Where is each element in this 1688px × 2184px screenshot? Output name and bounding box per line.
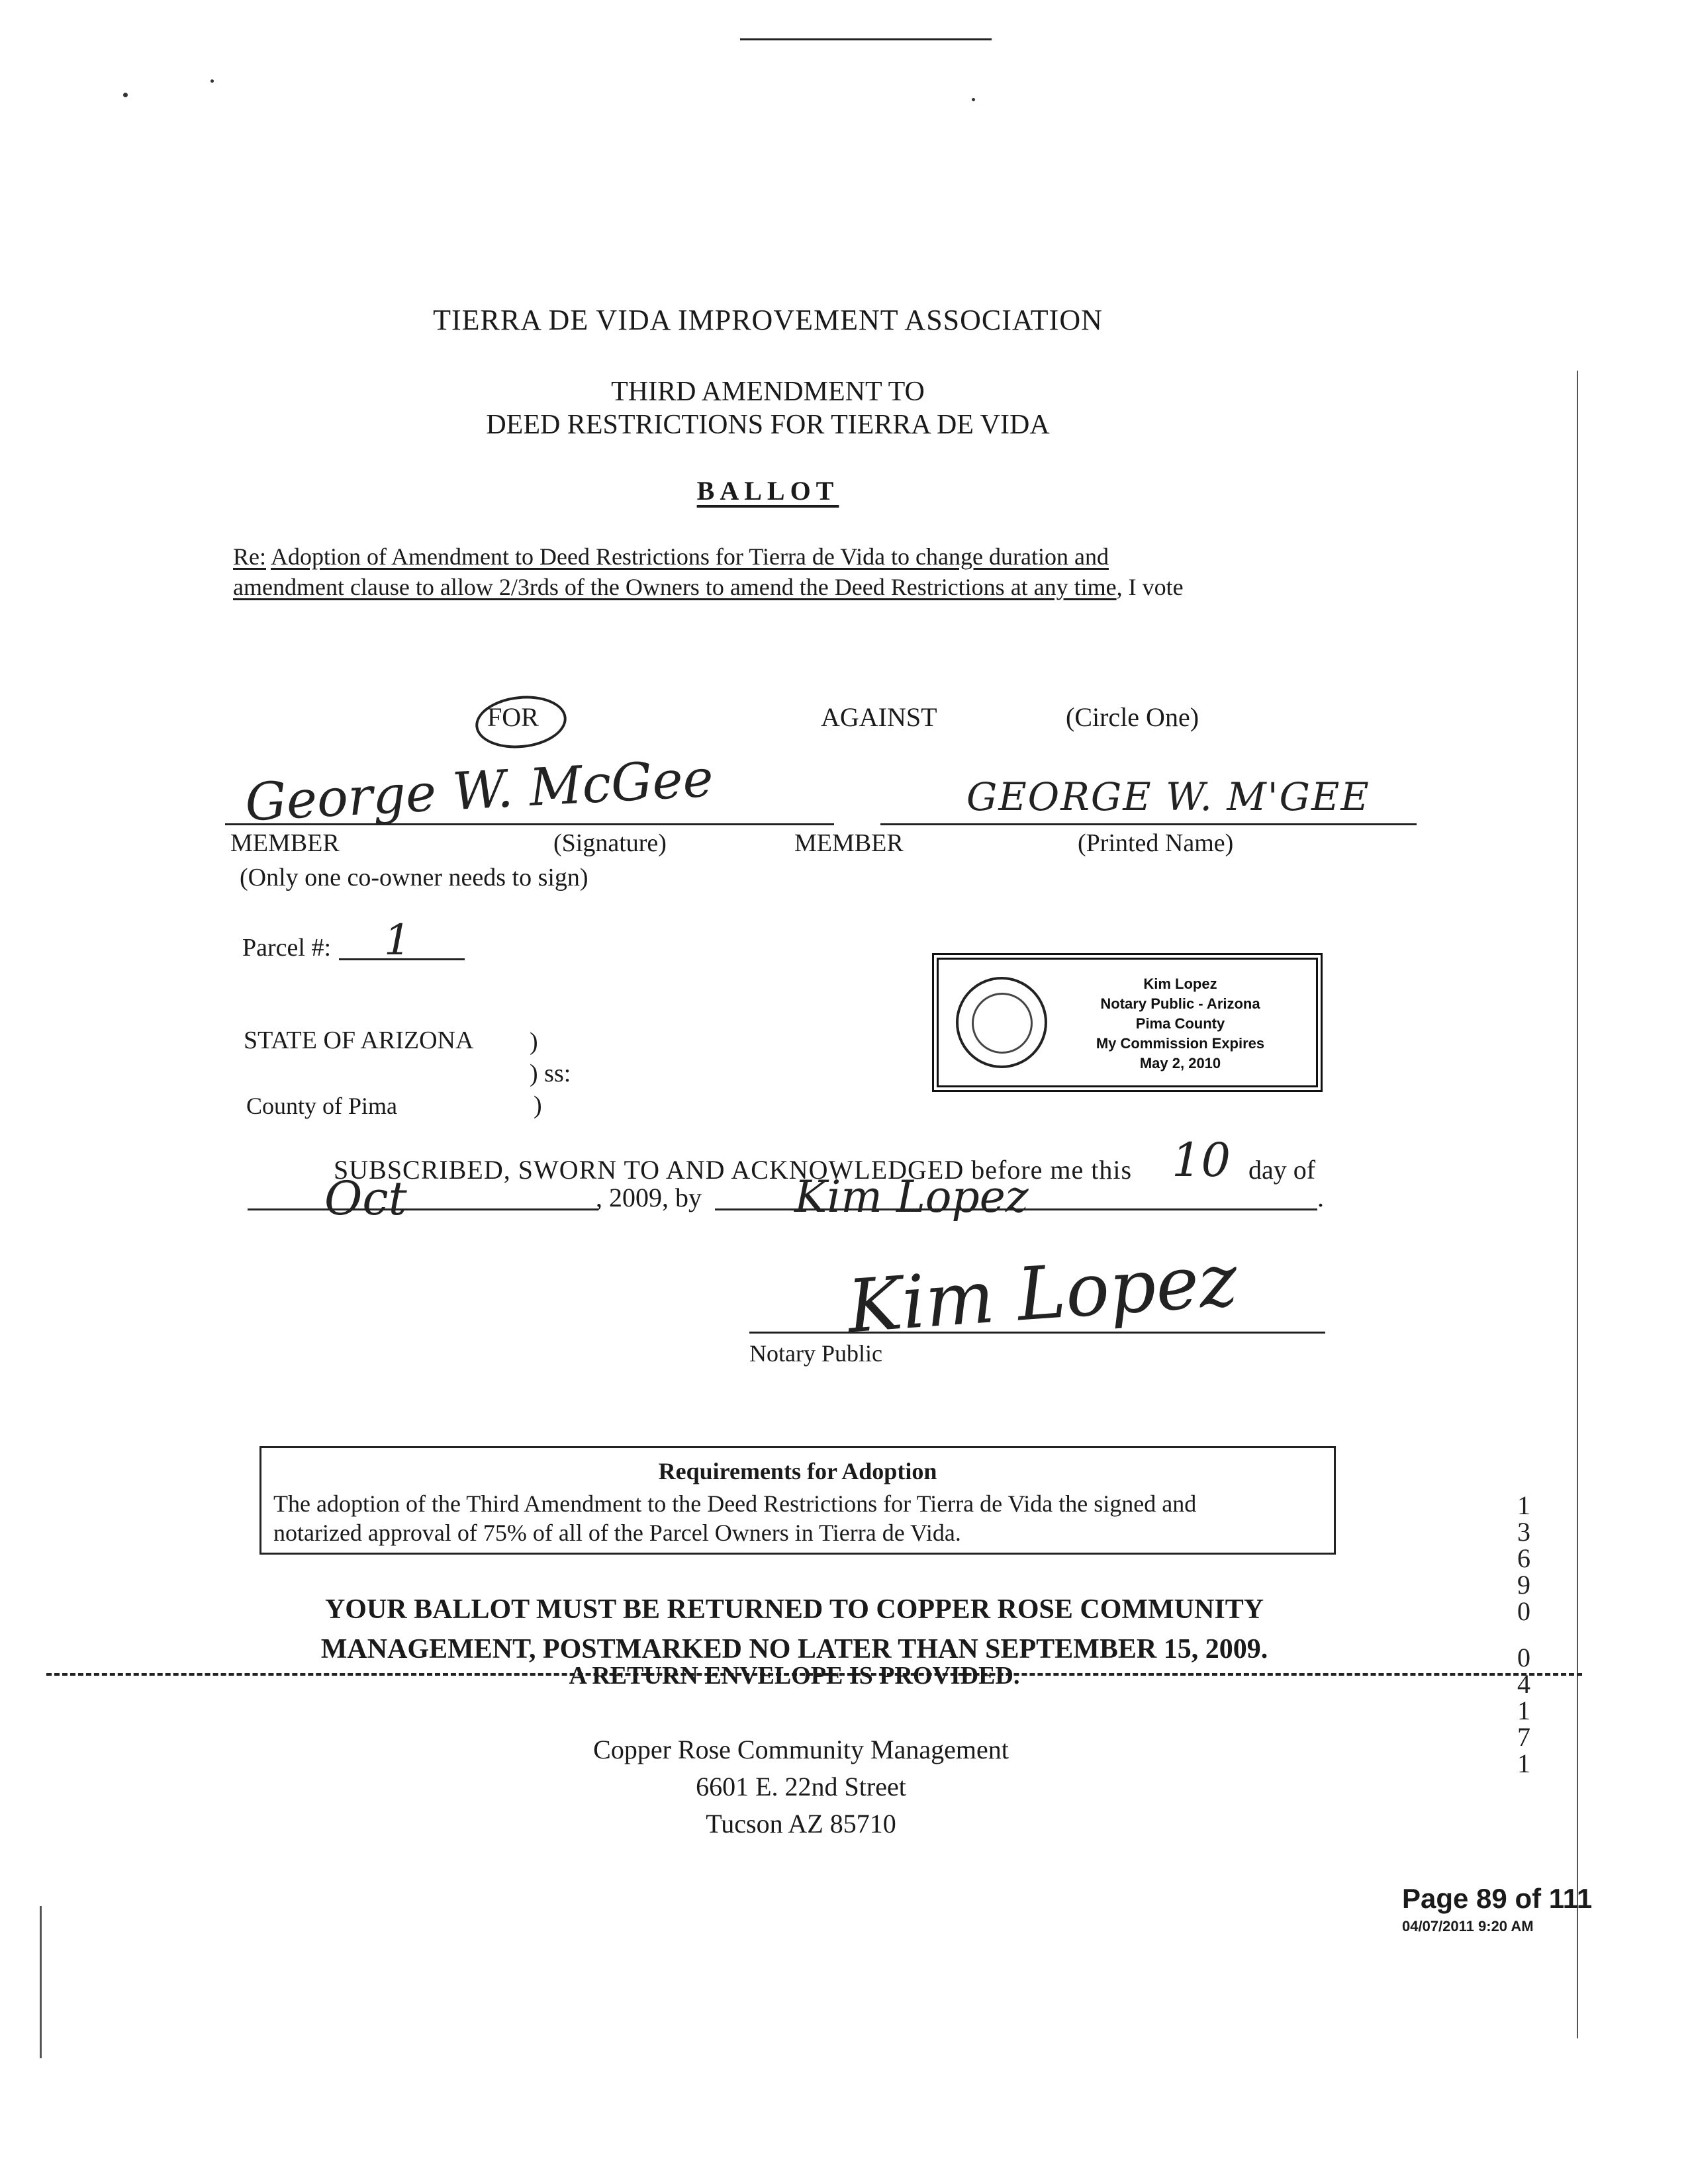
re-text-line1: Adoption of Amendment to Deed Restrictions for Tierra de Vida to change duration and [271, 543, 1109, 570]
re-text-line2: amendment clause to allow 2/3rds of the Owners to amend the Deed Restrictions at any time [233, 574, 1117, 600]
page-number: Page 89 of 111 [1402, 1883, 1593, 1914]
signature-label: (Signature) [553, 829, 667, 857]
ack-month: Oct [324, 1171, 407, 1226]
scan-speck [211, 79, 214, 83]
state-seal-icon [956, 977, 1047, 1068]
ack-text: SUBSCRIBED, SWORN TO AND ACKNOWLEDGED before me this [334, 1155, 1133, 1185]
stamp-commission: My Commission Expires [1096, 1035, 1265, 1052]
address-street: 6601 E. 22nd Street [696, 1772, 906, 1801]
notary-signature: Kim Lopez [845, 1237, 1241, 1349]
notary-public-label: Notary Public [749, 1340, 882, 1367]
venue-state: STATE OF ARIZONA [244, 1026, 474, 1054]
member-label-1: MEMBER [230, 829, 340, 857]
requirements-line1: The adoption of the Third Amendment to the Deed Restrictions for Tierra de Vida the signed and [273, 1490, 1197, 1517]
scan-speck [972, 98, 975, 101]
requirements-body [273, 1489, 1326, 1547]
ballot-heading: BALLOT [696, 476, 839, 506]
stamp-expires: May 2, 2010 [1139, 1055, 1221, 1071]
notice-line1: YOUR BALLOT MUST BE RETURNED TO COPPER ROSE COMMUNITY [324, 1594, 1264, 1625]
re-paragraph [233, 541, 1319, 602]
amendment-title-line1: THIRD AMENDMENT TO [611, 377, 925, 407]
venue-paren-1: ) [530, 1028, 538, 1056]
address-name: Copper Rose Community Management [593, 1735, 1009, 1764]
member-label-2: MEMBER [794, 829, 904, 857]
circle-one-instruction: (Circle One) [1066, 702, 1199, 732]
parcel-line [339, 958, 465, 960]
notice-line3: A RETURN ENVELOPE IS PROVIDED. [569, 1662, 1020, 1690]
notice-line2: MANAGEMENT, POSTMARKED NO LATER THAN SEPTEMBER 15, 2009. [320, 1634, 1268, 1664]
month-line [248, 1208, 598, 1210]
stamp-title: Notary Public - Arizona [1100, 995, 1260, 1012]
stamp-county: Pima County [1135, 1015, 1225, 1032]
requirements-title: Requirements for Adoption [658, 1458, 937, 1484]
venue-paren-3: ) [534, 1091, 542, 1119]
by-line [715, 1208, 1317, 1210]
address-city: Tucson AZ 85710 [706, 1809, 896, 1839]
ack-by-name: Kim Lopez [794, 1171, 1029, 1222]
vote-option-against[interactable]: AGAINST [821, 702, 937, 732]
association-title: TIERRA DE VIDA IMPROVEMENT ASSOCIATION [433, 304, 1103, 336]
requirements-box [259, 1446, 1336, 1555]
top-scan-rule [740, 38, 992, 40]
requirements-line2: notarized approval of 75% of all of the Parcel Owners in Tierra de Vida. [273, 1520, 961, 1546]
printed-name-label: (Printed Name) [1078, 829, 1234, 857]
member-printed-name: GEORGE W. M'GEE [966, 774, 1370, 819]
amendment-title-line2: DEED RESTRICTIONS FOR TIERRA DE VIDA [486, 410, 1050, 440]
page-timestamp: 04/07/2011 9:20 AM [1402, 1918, 1534, 1934]
stamp-name: Kim Lopez [1143, 976, 1217, 992]
vote-option-for[interactable]: FOR [487, 702, 539, 732]
signature-line [225, 823, 834, 825]
notary-stamp [932, 953, 1323, 1092]
printed-name-line [880, 823, 1417, 825]
scan-edge-line [40, 1906, 42, 2058]
parcel-label: Parcel #: [242, 934, 332, 962]
member-signature: George W. McGee [244, 749, 715, 833]
venue-county: County of Pima [246, 1093, 398, 1119]
co-owner-note: (Only one co-owner needs to sign) [240, 864, 588, 891]
re-prefix: Re: [233, 543, 266, 570]
ack-day-of: day of [1248, 1155, 1316, 1185]
ack-year: , 2009, by [596, 1183, 702, 1212]
vertical-stamp-number: 1 3 6 9 0 0 4 1 7 1 [1517, 1490, 1530, 1778]
re-suffix: , I vote [1116, 574, 1184, 600]
venue-ss: ) ss: [530, 1060, 571, 1087]
parcel-number: 1 [384, 916, 411, 965]
notary-signature-line [749, 1332, 1325, 1334]
scan-speck [123, 93, 128, 97]
ack-period: . [1317, 1183, 1324, 1212]
ack-day: 10 [1172, 1133, 1231, 1187]
